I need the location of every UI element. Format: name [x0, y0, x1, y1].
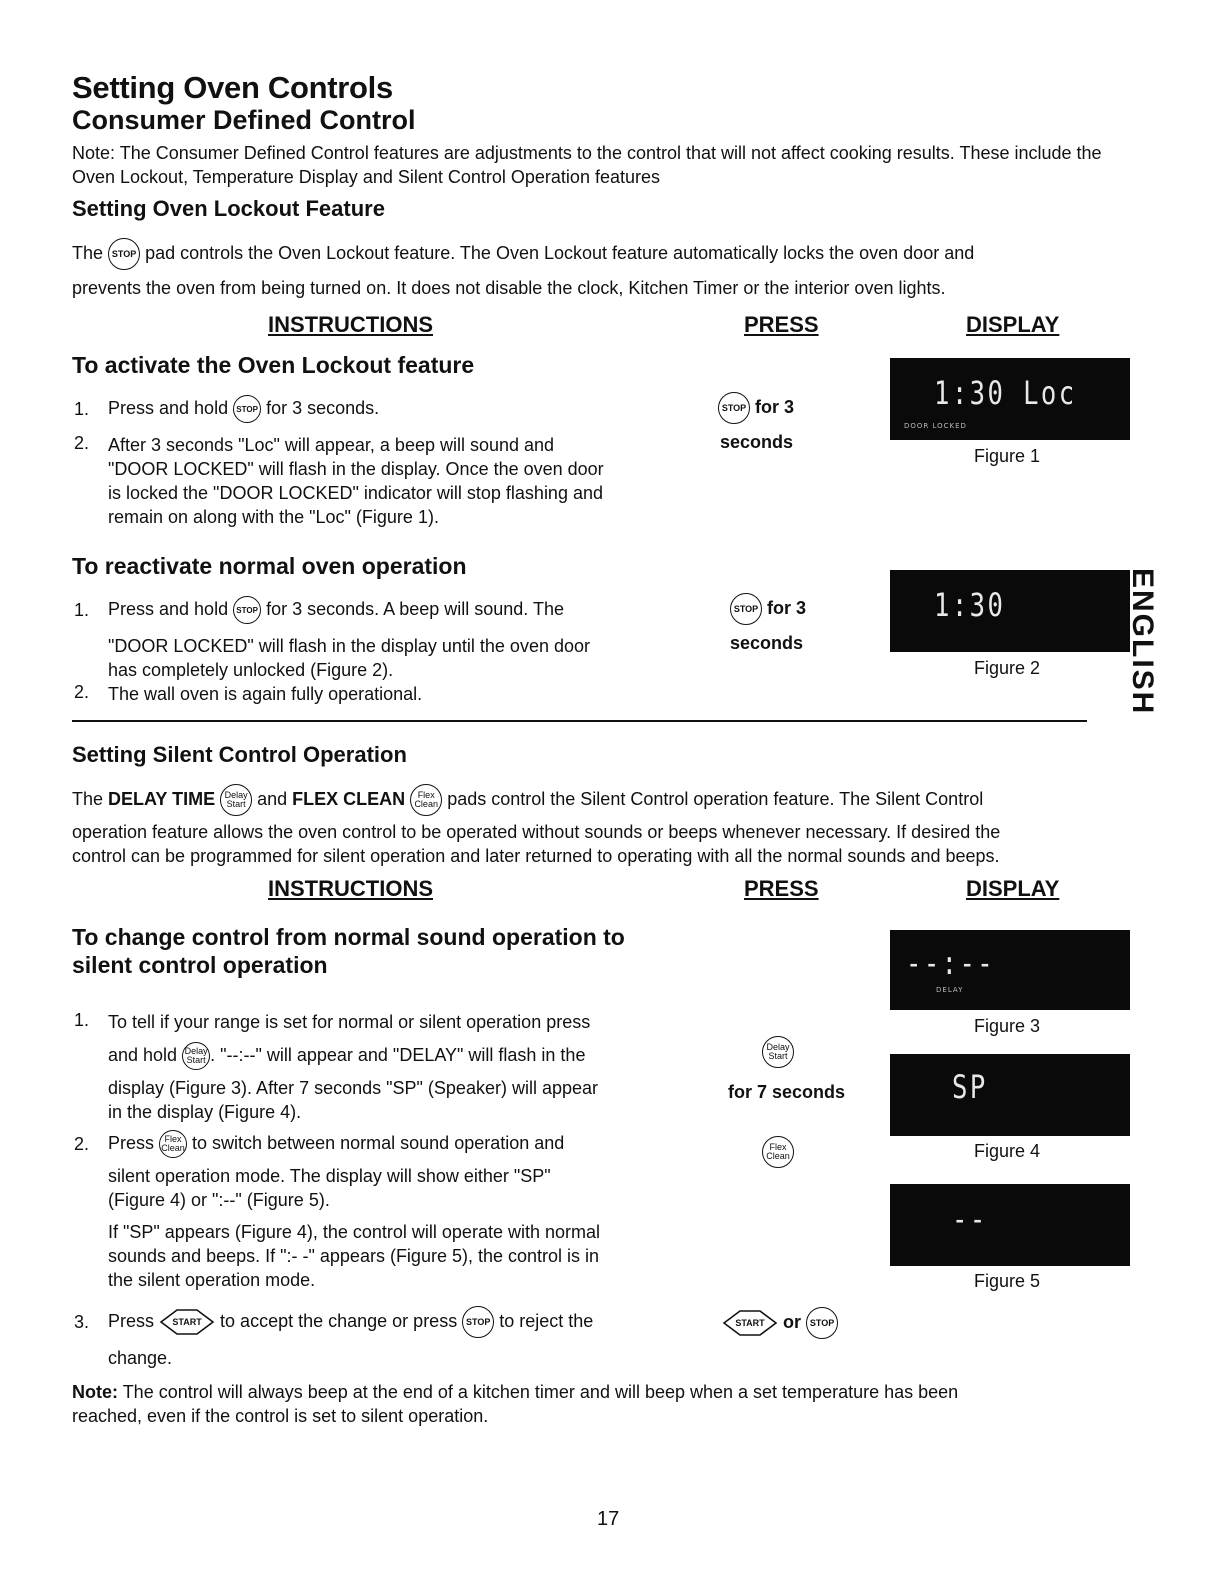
reactivate-press — [730, 593, 806, 625]
figure-4-caption: Figure 4 — [974, 1141, 1041, 1161]
stop-pad-icon: STOP — [462, 1306, 494, 1338]
change-heading-line1: To change control from normal sound operation to — [72, 924, 625, 950]
stop-pad-icon: STOP — [730, 593, 762, 625]
reactivate-step1-l2: "DOOR LOCKED" will flash in the display until the oven door — [108, 636, 590, 656]
press-text: for 3 — [767, 597, 807, 618]
silent-step2-l5: sounds and beeps. If ":- -" appears (Figure 5), the control is in — [108, 1246, 600, 1266]
step-text: and hold — [108, 1044, 178, 1065]
silent-step1-l1: To tell if your range is set for normal or silent operation press — [108, 1012, 591, 1032]
step-number: 3. — [74, 1312, 90, 1332]
step-number: 1. — [74, 399, 90, 419]
step-number: 1. — [74, 600, 90, 620]
step-number: 2. — [74, 1134, 90, 1154]
pad-label: Delay — [184, 1046, 208, 1056]
display-figure-1 — [890, 358, 1130, 440]
silent-step1-l2 — [108, 1042, 585, 1070]
press-flex — [762, 1136, 794, 1168]
stop-pad-icon: STOP — [806, 1307, 838, 1339]
change-heading-line2: silent control operation — [72, 952, 328, 978]
flex-clean-pad-icon — [159, 1130, 187, 1158]
display-figure-2 — [890, 570, 1130, 652]
section-divider — [72, 720, 1087, 722]
step-text: . "--:--" will appear and "DELAY" will flash in the — [210, 1044, 586, 1065]
start-pad-icon — [722, 1309, 778, 1337]
step-text: to switch between normal sound operation and — [192, 1132, 565, 1153]
column-display: DISPLAY — [966, 876, 1060, 901]
step-text: Press — [108, 1132, 155, 1153]
silent-intro-line3: control can be programmed for silent operation and later returned to operating with all the normal sounds and beeps. — [72, 846, 1000, 866]
pad-label: Clean — [766, 1151, 790, 1161]
step-number: 1. — [74, 1010, 90, 1030]
pad-label: Flex — [769, 1142, 787, 1152]
start-pad-icon — [159, 1308, 215, 1336]
lockout-intro-line2: prevents the oven from being turned on. It does not disable the clock, Kitchen Timer or the interior oven lights. — [72, 278, 946, 298]
stop-pad-icon: STOP — [233, 395, 261, 423]
intro-text: and — [257, 788, 288, 809]
step-text: for 3 seconds. — [266, 397, 380, 418]
activate-heading: To activate the Oven Lockout feature — [72, 352, 475, 378]
silent-note-line2: reached, even if the control is set to silent operation. — [72, 1406, 489, 1426]
lockout-intro-text-b: pad controls the Oven Lockout feature. The Oven Lockout feature automatically locks the oven door and — [145, 242, 975, 263]
silent-step2-l6: the silent operation mode. — [108, 1270, 316, 1290]
display-figure-3 — [890, 930, 1130, 1010]
intro-text: The — [72, 788, 104, 809]
activate-step1 — [108, 395, 379, 423]
silent-intro-line2: operation feature allows the oven control to be operated without sounds or beeps whenever necessary. If desired the — [72, 822, 1001, 842]
pad-label: Flex — [417, 790, 435, 800]
stop-pad-icon: STOP — [233, 596, 261, 624]
silent-step3-l2: change. — [108, 1348, 173, 1368]
column-instructions: INSTRUCTIONS — [268, 312, 433, 337]
silent-step2-l2: silent operation mode. The display will show either "SP" — [108, 1166, 551, 1186]
step-text: Press and hold — [108, 598, 229, 619]
press-delay — [762, 1036, 794, 1068]
page-number: 17 — [597, 1508, 620, 1530]
activate-step2-l3: is locked the "DOOR LOCKED" indicator will stop flashing and — [108, 483, 603, 503]
reactivate-step1-l3: has completely unlocked (Figure 2). — [108, 660, 394, 680]
delay-start-pad-icon — [220, 784, 252, 816]
pad-label: Start — [186, 1055, 206, 1065]
silent-step2-l1 — [108, 1130, 564, 1158]
display-readout: 1:30 Loc — [934, 374, 1077, 412]
flex-clean-label: FLEX CLEAN — [292, 788, 406, 809]
step-text: to reject the — [499, 1310, 594, 1331]
display-figure-5 — [890, 1184, 1130, 1266]
column-display: DISPLAY — [966, 312, 1060, 337]
pad-label: Flex — [164, 1134, 182, 1144]
display-readout: SP — [952, 1068, 988, 1106]
reactivate-step2: The wall oven is again fully operational. — [108, 684, 423, 704]
pad-label: Clean — [414, 799, 438, 809]
figure-2-caption: Figure 2 — [974, 658, 1041, 678]
display-readout: --:-- — [906, 944, 996, 982]
pad-label: Clean — [161, 1143, 185, 1153]
side-tab-label: ENGLISH — [1126, 568, 1159, 716]
figure-3-caption: Figure 3 — [974, 1016, 1041, 1036]
reactivate-step1 — [108, 596, 564, 624]
press-start-or-stop — [722, 1307, 838, 1339]
step-text: Press and hold — [108, 397, 229, 418]
note-text: The control will always beep at the end of a kitchen timer and will beep when a set temperature has been — [122, 1382, 959, 1402]
activate-step2-l4: remain on along with the "Loc" (Figure 1). — [108, 507, 439, 527]
pad-label: Start — [226, 799, 246, 809]
step-text: for 3 seconds. A beep will sound. The — [266, 598, 564, 619]
delay-start-pad-icon — [762, 1036, 794, 1068]
stop-pad-icon: STOP — [108, 238, 140, 270]
column-press: PRESS — [744, 876, 819, 901]
silent-step1-l4: in the display (Figure 4). — [108, 1102, 302, 1122]
flex-clean-pad-icon — [410, 784, 442, 816]
pad-label: START — [172, 1317, 202, 1327]
display-readout: -- — [952, 1200, 988, 1238]
intro-note: Note: The Consumer Defined Control features are adjustments to the control that will not affect cooking results. These include the Oven Lockout, Temperature Display and Silent Control Operation features — [72, 143, 1102, 187]
language-side-tab — [1126, 568, 1158, 714]
activate-press — [718, 392, 794, 424]
activate-step2-l1: After 3 seconds "Loc" will appear, a beep will sound and — [108, 435, 555, 455]
column-press: PRESS — [744, 312, 819, 337]
stop-pad-icon: STOP — [718, 392, 750, 424]
delay-indicator: DELAY — [936, 986, 964, 994]
step-text: Press — [108, 1310, 155, 1331]
silent-intro-line1 — [72, 784, 1172, 816]
reactivate-heading: To reactivate normal oven operation — [72, 553, 467, 579]
delay-start-pad-icon — [182, 1042, 210, 1070]
step-number: 2. — [74, 682, 90, 702]
press-text: for 3 — [755, 396, 795, 417]
pad-label: Start — [768, 1051, 788, 1061]
figure-1-caption: Figure 1 — [974, 446, 1041, 466]
page-title: Setting Oven Controls — [72, 70, 393, 105]
press-for-7-seconds: for 7 seconds — [728, 1082, 846, 1102]
lockout-heading: Setting Oven Lockout Feature — [72, 196, 385, 221]
page-subtitle: Consumer Defined Control — [72, 105, 416, 135]
lockout-intro-line1 — [72, 238, 1152, 270]
reactivate-press-seconds: seconds — [730, 633, 804, 653]
activate-step2-l2: "DOOR LOCKED" will flash in the display. Once the oven door — [108, 459, 604, 479]
pad-label: Delay — [766, 1042, 790, 1052]
intro-text: pads control the Silent Control operation feature. The Silent Control — [447, 788, 984, 809]
press-text: or — [783, 1311, 802, 1332]
delay-time-label: DELAY TIME — [108, 788, 216, 809]
column-instructions: INSTRUCTIONS — [268, 876, 433, 901]
note-label: Note: — [72, 1382, 118, 1402]
figure-5-caption: Figure 5 — [974, 1271, 1041, 1291]
step-text: to accept the change or press — [220, 1310, 458, 1331]
display-figure-4 — [890, 1054, 1130, 1136]
flex-clean-pad-icon — [762, 1136, 794, 1168]
silent-step2-l3: (Figure 4) or ":--" (Figure 5). — [108, 1190, 330, 1210]
activate-press-seconds: seconds — [720, 432, 794, 452]
silent-note-line1 — [72, 1380, 958, 1404]
pad-label: Delay — [224, 790, 248, 800]
silent-step2-l4: If "SP" appears (Figure 4), the control will operate with normal — [108, 1222, 600, 1242]
display-readout: 1:30 — [934, 586, 1006, 624]
step-number: 2. — [74, 433, 90, 453]
silent-step3-l1 — [108, 1306, 593, 1338]
pad-label: START — [735, 1318, 765, 1328]
silent-step1-l3: display (Figure 3). After 7 seconds "SP" (Speaker) will appear — [108, 1078, 598, 1098]
door-locked-indicator: DOOR LOCKED — [904, 422, 967, 430]
lockout-intro-text-a: The — [72, 242, 104, 263]
silent-heading: Setting Silent Control Operation — [72, 742, 407, 767]
